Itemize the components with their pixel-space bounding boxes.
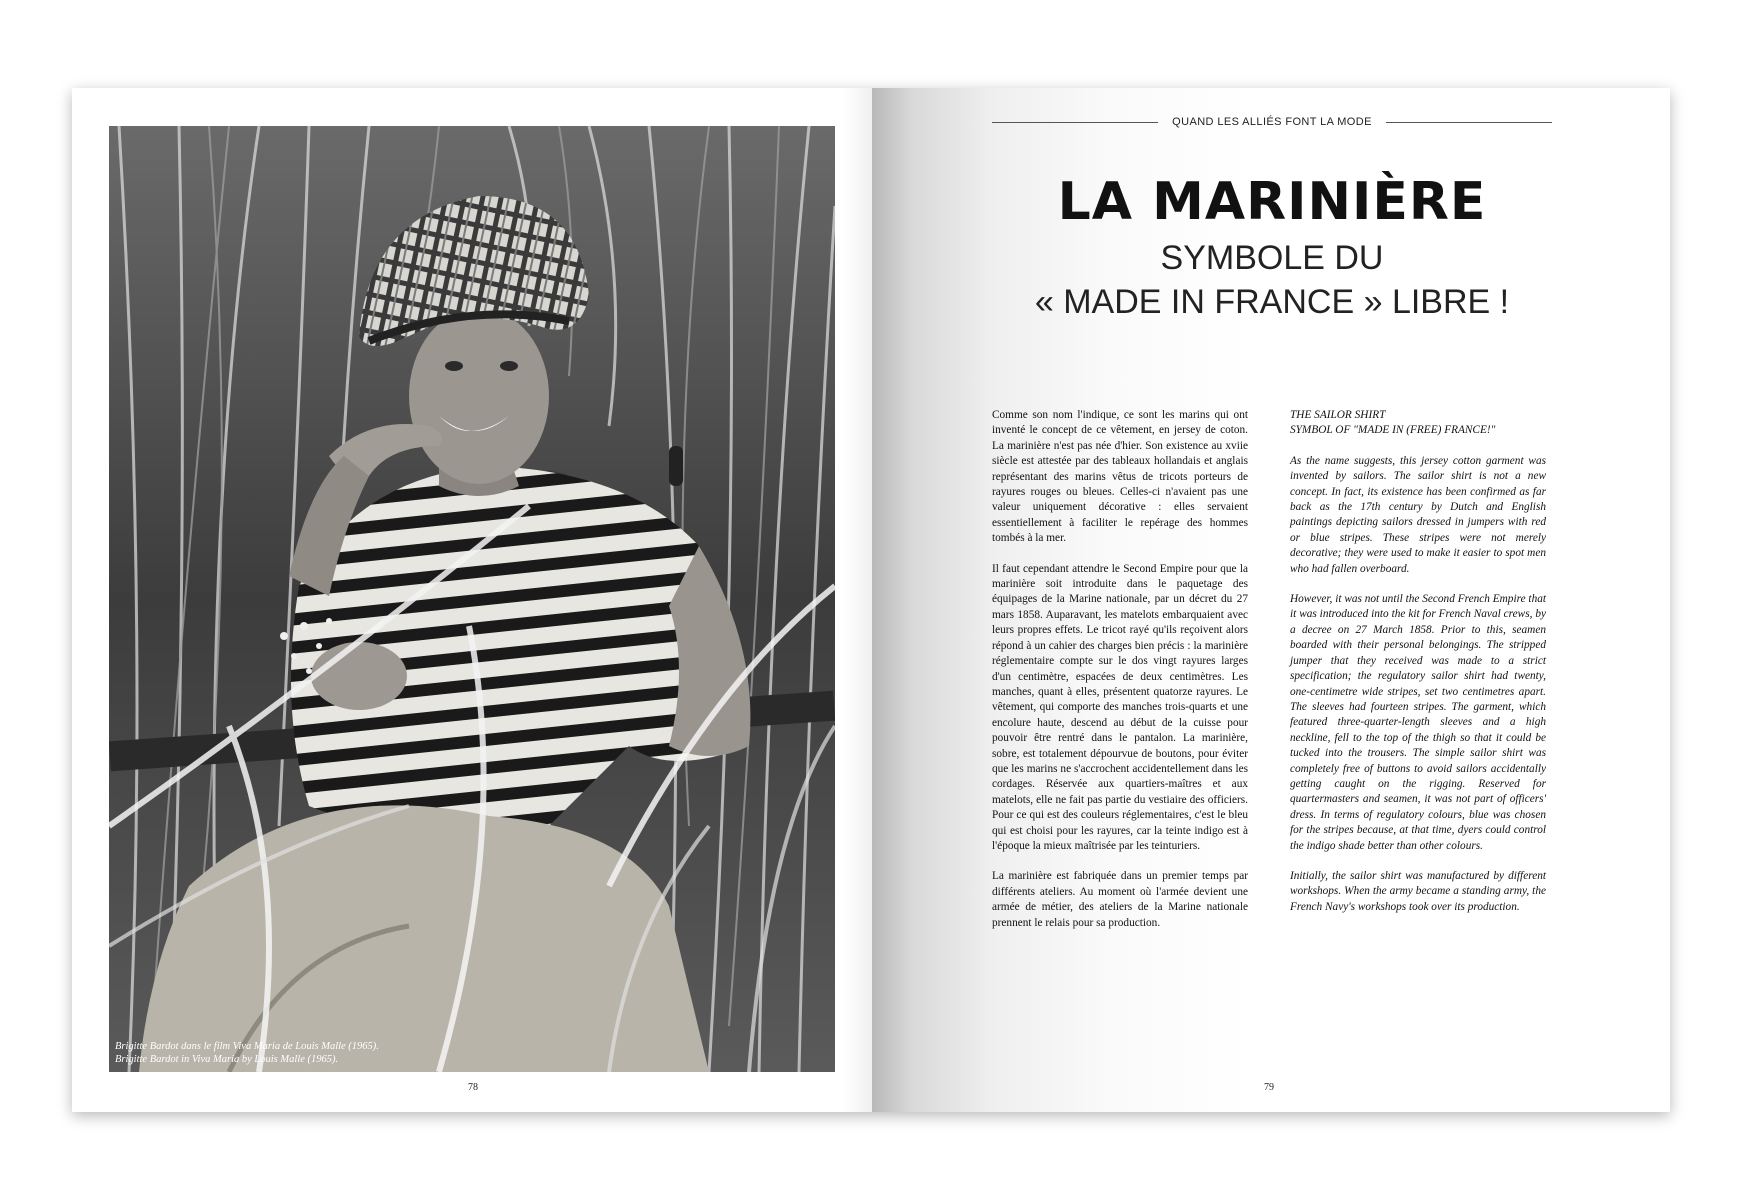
english-paragraph-3: Initially, the sailor shirt was manufactured by different workshops. When the army became a standing army, the French Navy's workshops took over its production. [1290,869,1546,913]
english-column [1290,408,1546,930]
french-paragraph-1: Comme son nom l'indique, ce sont les marins qui ont inventé le concept de ce vêtement, en jersey de coton. La marinière n'est pas née d'hier. Son existence au xviie siècle est attestée par des tableaux hollandais et anglais représentant des marins vêtus de tricots porteurs de rayures rouges ou bleues. Celles-ci n'avaient pas une valeur uniquement décorative : elles servaient essentiellement à faciliter le repérage des hommes tombés à la mer. [992,409,1248,545]
article-title: LA MARINIÈRE [1057,172,1487,232]
kicker-rule-left [992,122,1158,123]
photo-caption [115,1040,379,1066]
english-heading [1290,408,1546,439]
photo-image [109,126,835,1072]
english-paragraph-2: However, it was not until the Second French Empire that it was introduced into the kit for French Naval crews, by a decree on 27 March 1858. Prior to this, seamen boarded with their personal belongings. The stripped jumper that they received was made to a strict specification; the regulatory sailor shirt had twenty, one-centimetre wide stripes, set two centimetres apart. The sleeves had fourteen stripes. The garment, which featured three-quarter-length sleeves and a high neckline, fell to the top of the thigh so that it could be tucked into the trousers. The simple sailor shirt was completely free of buttons to avoid sailors accidentally getting caught on the rigging. Reserved for quartermasters and seamen, it was not part of officers' dress. In terms of regulatory colours, blue was chosen for the stripes because, at that time, dyers could control the indigo shade better than other colours. [1290,593,1546,852]
subtitle-line-1: SYMBOLE DU [1160,239,1384,277]
page-number-left: 78 [468,1082,478,1093]
page-number-right: 79 [1264,1082,1274,1093]
magazine-spread [72,88,1670,1112]
french-column [992,408,1248,946]
section-header [992,112,1552,132]
section-kicker: QUAND LES ALLIÉS FONT LA MODE [1172,116,1372,128]
subtitle-line-2: « MADE IN FRANCE » LIBRE ! [1034,283,1510,321]
kicker-rule-right [1386,122,1552,123]
left-page [72,88,872,1112]
gutter-shadow [842,88,872,1112]
french-paragraph-3: La marinière est fabriquée dans un premier temps par différents ateliers. Au moment où l'armée devient une armée de métier, des ateliers de la Marine nationale prennent le relais pour sa production. [992,870,1248,929]
english-paragraph-1: As the name suggests, this jersey cotton garment was invented by sailors. The sailor shirt is not a new concept. In fact, its existence has been confirmed as far back as the 17th century by Dutch and English paintings depicting sailors dressed in jumpers with red or blue stripes. These stripes were not merely decorative; they were used to make it easier to spot men who had fallen overboard. [1290,454,1546,575]
caption-french: Brigitte Bardot dans le film Viva Maria de Louis Malle (1965). [115,1041,379,1052]
english-heading-line-1: THE SAILOR SHIRT [1290,409,1386,421]
right-page [872,88,1670,1112]
english-heading-line-2: SYMBOL OF "MADE IN (FREE) FRANCE!" [1290,424,1496,437]
french-paragraph-2: Il faut cependant attendre le Second Empire pour que la marinière soit introduite dans le paquetage des équipages de la Marine nationale, par un décret du 27 mars 1858. Auparavant, les matelots embarquaient avec leurs propres effets. Le tricot rayé qu'ils reçoivent alors répond à un cahier des charges bien précis : la marinière réglementaire compte sur le dos vingt rayures larges d'un centimètre, espacées de deux centimètres. Les manches, quant à elles, présentent quatorze rayures. Le vêtement, qui comporte des manches trois-quarts et une encolure haute, descend au début de la cuisse pour pouvoir être rentré dans le pantalon. La marinière, sobre, est totalement dépourvue de boutons, pour éviter que les marins ne s'accrochent accidentellement dans les cordages. Réservée aux quartiers-maîtres et aux matelots, elle ne fait pas partie du vestiaire des officiers. Pour ce qui est des couleurs réglementaires, c'est le bleu qui est choisi pour les rayures, car la teinte indigo est à l'époque la mieux maîtrisée par les teinturiers. [992,562,1248,852]
caption-english: Brigitte Bardot in Viva Maria by Louis Malle (1965). [115,1054,339,1065]
photo-brigitte-bardot [109,126,835,1072]
article-subtitle [962,236,1582,324]
